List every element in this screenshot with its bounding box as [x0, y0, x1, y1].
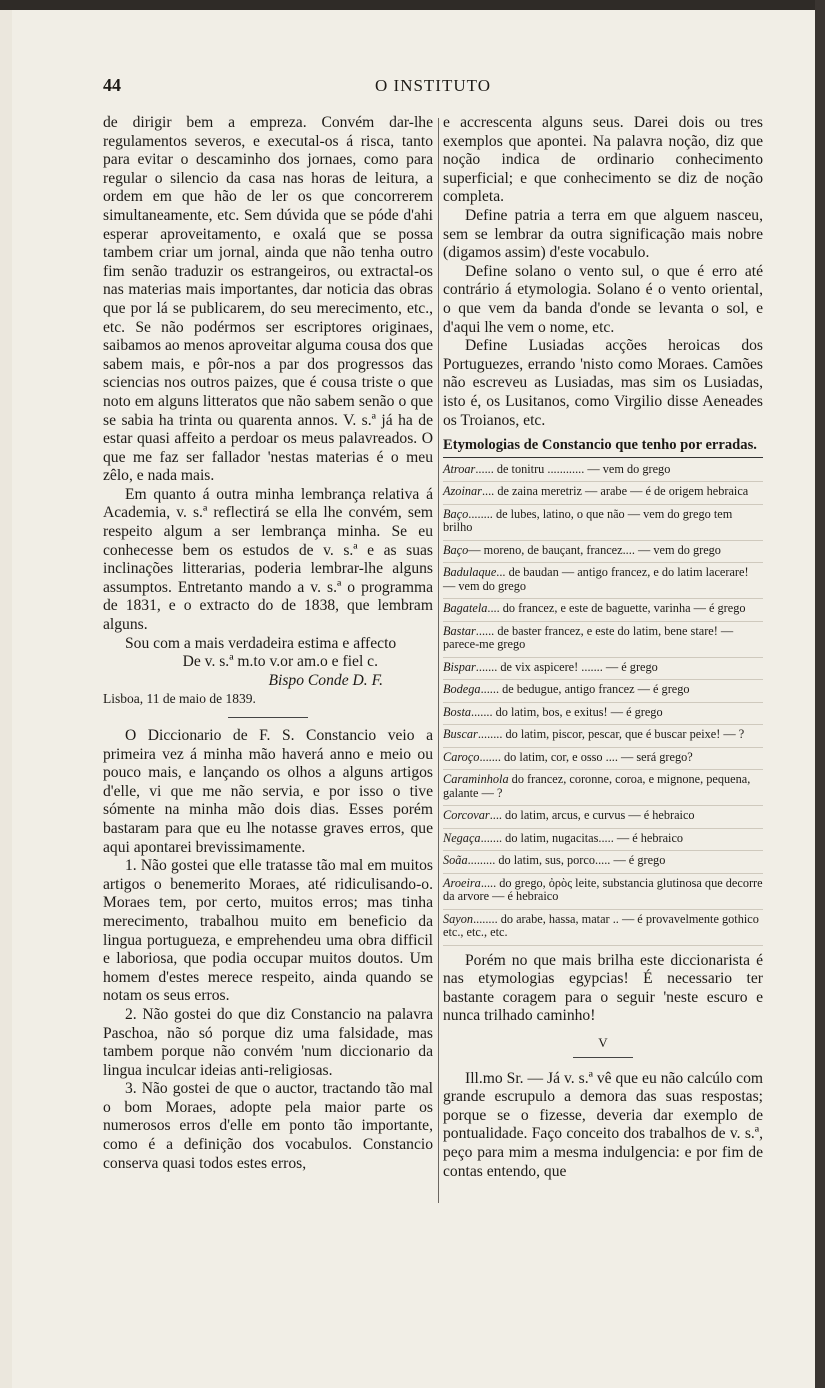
right-column: [443, 114, 763, 1181]
paragraph: Porém no que mais brilha este diccionarista é nas etymologias egypcias! É necessario ter bastante coragem para o seguir 'neste escuro e nunca trilhado caminho!: [443, 951, 763, 1025]
paragraph: Define Lusiadas acções heroicas dos Portuguezes, errando 'nisto como Moraes. Camões não escreveu as Lusiadas, mas sim os Lusiadas, isto é, os Lusitanos, como Virgilio disse Aeneades os Troianos, etc.: [443, 337, 763, 429]
section-rule: [573, 1057, 633, 1058]
signature-formula: De v. s.ª m.to v.or am.o e fiel c.: [182, 653, 378, 671]
etymology-entry: Bagatela.... do francez, e este de baguette, varinha — é grego: [443, 599, 763, 622]
paragraph: O Diccionario de F. S. Constancio veio a primeira vez á minha mão haverá anno e meio ou pouco mais, e lançando os olhos a alguns artigos d'elle, vi que me não servia, e por isso o tive sómente na minha mão dois dias. Esses porém bastaram para que eu lhe notasse graves erros, que aqui apontarei brevissimamente.: [103, 727, 433, 856]
page-header: [103, 75, 763, 99]
etymology-entry: Baço— moreno, de bauçant, francez.... — vem do grego: [443, 541, 763, 564]
etymology-entry: Negaça....... do latim, nugacitas..... — é hebraico: [443, 829, 763, 852]
etymology-entry: Atroar...... de tonitru ............ — vem do grego: [443, 460, 763, 483]
paragraph: 2. Não gostei do que diz Constancio na palavra Paschoa, não só porque diz uma falsidade, mas tambem porque não convém 'num diccionario da lingua inculcar ideias anti-religiosas.: [103, 1005, 433, 1079]
paragraph: Define patria a terra em que alguem nasceu, sem se lembrar da outra significação mais nobre (digamos assim) d'este vocabulo.: [443, 206, 763, 262]
dateline: Lisboa, 11 de maio de 1839.: [103, 691, 256, 707]
paragraph: Em quanto á outra minha lembrança relativa á Academia, v. s.ª reflectirá se ella lhe convém, sem respeito algum a ser lembrança minha. Se eu conhecesse bem os estudos de v. s.ª e as suas inclinações litterarias, poderia lembrar-lhe alguns assumptos. Entretanto mando a v. s.ª o programma de 1831, e o extracto do de 1838, que lembram alguns.: [103, 485, 433, 634]
section-rule: [228, 717, 308, 718]
etymology-entry: Aroeira..... do grego, ὀρὸς leite, substancia glutinosa que decorre da arvore — é hebraico: [443, 874, 763, 910]
etymology-entry: Bodega...... de bedugue, antigo francez — é grego: [443, 680, 763, 703]
running-title: O INSTITUTO: [375, 76, 491, 95]
etymology-entry: Bosta....... do latim, bos, e exitus! — é grego: [443, 703, 763, 726]
page-number: 44: [103, 75, 121, 95]
scan-top-edge: [0, 0, 825, 10]
etymology-entry: Caroço....... do latim, cor, e osso .... — será grego?: [443, 748, 763, 771]
etymology-list: [443, 460, 763, 946]
paragraph: 3. Não gostei de que o auctor, tractando tão mal o bom Moraes, adopte pela maior parte os numerosos erros d'elle em ponto tão importante, como é a definição dos vocabulos. Constancio conserva quasi todos estes erros,: [103, 1080, 433, 1172]
etymology-entry: Badulaque... de baudan — antigo francez, e do latim lacerare! — vem do grego: [443, 563, 763, 599]
section-numeral: V: [598, 1035, 608, 1051]
etymology-entry: Soãa......... do latim, sus, porco..... — é grego: [443, 851, 763, 874]
etymology-entry: Bispar....... de vix aspicere! ....... — é grego: [443, 658, 763, 681]
paragraph: e accrescenta alguns seus. Darei dois ou tres exemplos que apontei. Na palavra noção, diz que noção indica de ordinario conhecimento superficial; e que conhecimento se diz de noção completa.: [443, 114, 763, 206]
scan-right-edge: [815, 0, 825, 1388]
signature-name: Bispo Conde D. F.: [268, 671, 383, 689]
paragraph: Define solano o vento sul, o que é erro até contrário á etymologia. Solano é o vento oriental, o que vem da banda d'onde se levanta o sol, e d'aqui lhe vem o nome, etc.: [443, 262, 763, 336]
closing-line: Sou com a mais verdadeira estima e affecto: [125, 634, 397, 652]
etymology-entry: Sayon........ do arabe, hassa, matar .. — é provavelmente gothico etc., etc., etc.: [443, 910, 763, 946]
etymology-entry: Bastar...... de baster francez, e este do latim, bene stare! — parece-me grego: [443, 622, 763, 658]
column-divider: [438, 118, 439, 1203]
etymology-entry: Corcovar.... do latim, arcus, e curvus — é hebraico: [443, 806, 763, 829]
etymology-entry: Buscar........ do latim, piscor, pescar, que é buscar peixe! — ?: [443, 725, 763, 748]
paragraph: de dirigir bem a empreza. Convém dar-lhe regulamentos severos, e executal-os á risca, tanto para evitar o descaminho dos jornaes, como para regular o silencio da casa nas horas de leitura, a ordem em que hão de ler os que concorrerem simultaneamente, etc. Sem dúvida que se póde d'ahi esperar aproveitamento, e oxalá que se possa tambem criar um jornal, ainda que não tenha outro fim senão traduzir os estrangeiros, ou extractal-os nas materias mais importantes, dar noticia das obras que por lá se publicarem, do seu merecimento, etc., etc. Se não podérmos ser escriptores originaes, saibamos ao menos aproveitar alguma cousa dos que sabem mais, e pôr-nos a par dos progressos das sciencias nos outros paizes, que é cousa triste o que noto em alguns litteratos que não sabem senão o que se sabia ha trinta ou quarenta annos. V. s.ª já ha de estar quasi affeito a perdoar os meus palavreados. O que me faz ser fallador 'nestas materias é o meu zêlo, e nada mais.: [103, 114, 433, 485]
etymology-entry: Azoinar.... de zaina meretriz — arabe — é de origem hebraica: [443, 482, 763, 505]
etymology-entry: Caraminhola do francez, coronne, coroa, e mignone, pequena, galante — ?: [443, 770, 763, 806]
paragraph: 1. Não gostei que elle tratasse tão mal em muitos artigos o benemerito Moraes, até ridiculisando-o. Moraes tem, por certo, muitos erros; mas tinha merecimento, trabalhou muito em beneficio da lingua portugueza, e emprehendeu uma obra difficil e laboriosa, que podia occupar muitos doutos. Um homem d'estes merece respeito, ainda quando se notam os seus erros.: [103, 857, 433, 1005]
etymology-table-title: Etymologias de Constancio que tenho por erradas.: [443, 436, 763, 458]
left-column: [103, 114, 433, 1173]
paragraph: Ill.mo Sr. — Já v. s.ª vê que eu não calcúlo com grande escrupulo a demora das suas respostas; porque se o fizesse, deveria dar exemplo de pontualidade. Faço conceito dos trabalhos de v. s.ª, peço para mim a mesma indulgencia: e por fim de contas entendo, que: [443, 1069, 763, 1180]
etymology-entry: Baço........ de lubes, latino, o que não — vem do grego tem brilho: [443, 505, 763, 541]
